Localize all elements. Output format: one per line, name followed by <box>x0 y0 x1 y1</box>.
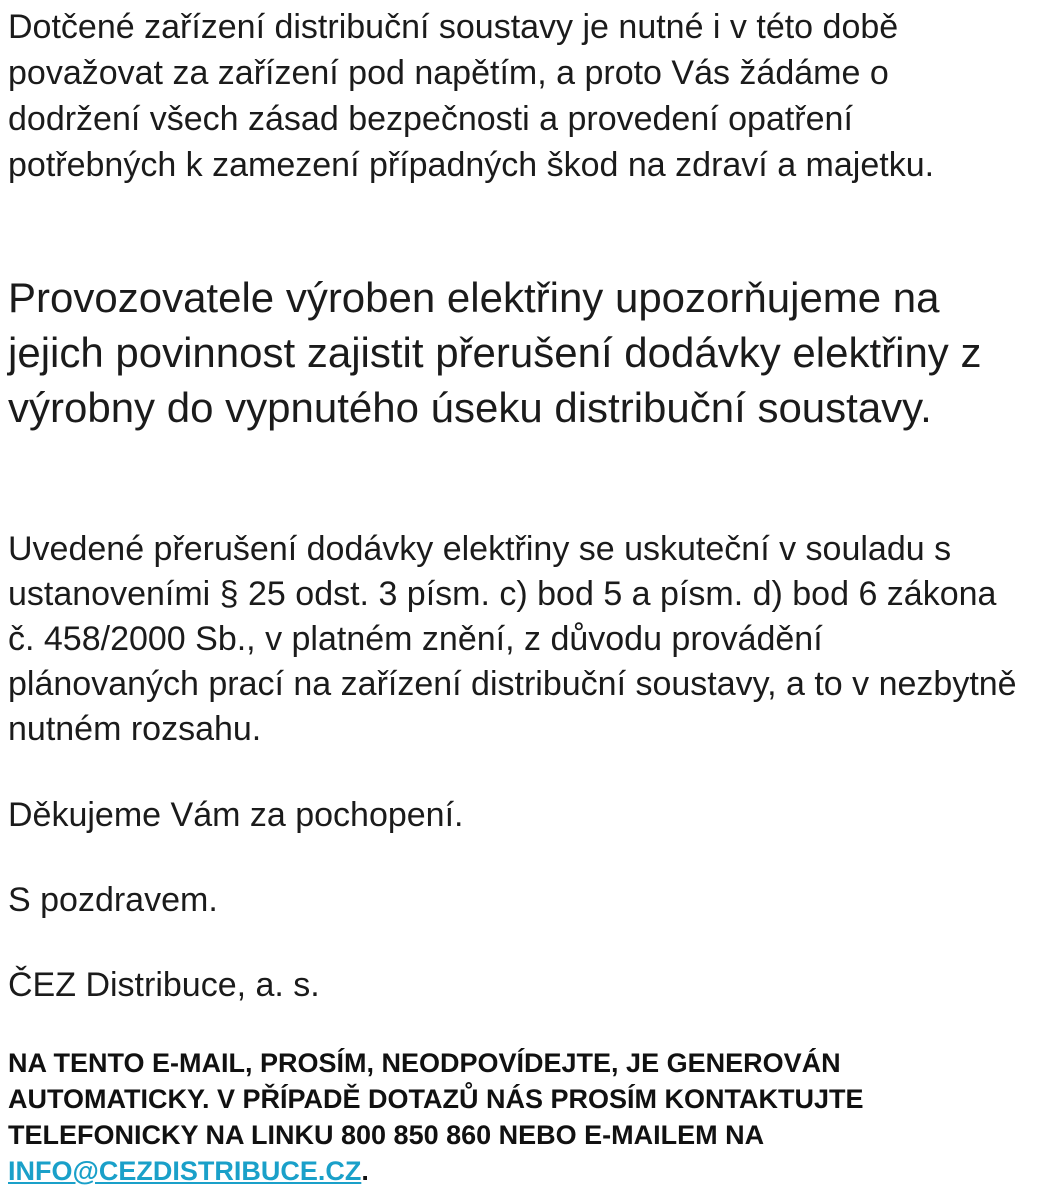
greeting-line: S pozdravem. <box>8 881 218 919</box>
thanks-line: Děkujeme Vám za pochopení. <box>8 796 464 834</box>
legal-basis-paragraph: Uvedené přerušení dodávky elektřiny se uskuteční v souladu s ustanoveními § 25 odst. 3 písm. c) bod 5 a písm. d) bod 6 zákona č. 458/2000 Sb., v platném znění, z důvodu provádění plánovaných prací na zařízení distribuční soustavy, a to v nezbytně nutném rozsahu. <box>8 530 1017 748</box>
signature-line: ČEZ Distribuce, a. s. <box>8 966 320 1004</box>
safety-paragraph: Dotčené zařízení distribuční soustavy je nutné i v této době považovat za zařízení pod napětím, a proto Vás žádáme o dodržení všech zásad bezpečnosti a provedení opatření potřebných k zamezení případných škod na zdraví a majetku. <box>8 8 935 184</box>
notice-end: . <box>361 1156 369 1186</box>
contact-email-link[interactable]: INFO@CEZDISTRIBUCE.CZ <box>8 1156 362 1186</box>
notice-text: NA TENTO E-MAIL, PROSÍM, NEODPOVÍDEJTE, JE GENEROVÁN AUTOMATICKY. V PŘÍPADĚ DOTAZŮ NÁS PROSÍM KONTAKTUJTE TELEFONICKY NA LINKU 800 850 860 NEBO E-MAILEM NA <box>8 1048 864 1150</box>
producers-notice-paragraph: Provozovatele výroben elektřiny upozorňujeme na jejich povinnost zajistit přerušení dodávky elektřiny z výrobny do vypnutého úseku distribuční soustavy. <box>8 274 982 431</box>
auto-reply-notice <box>8 1045 1023 1189</box>
